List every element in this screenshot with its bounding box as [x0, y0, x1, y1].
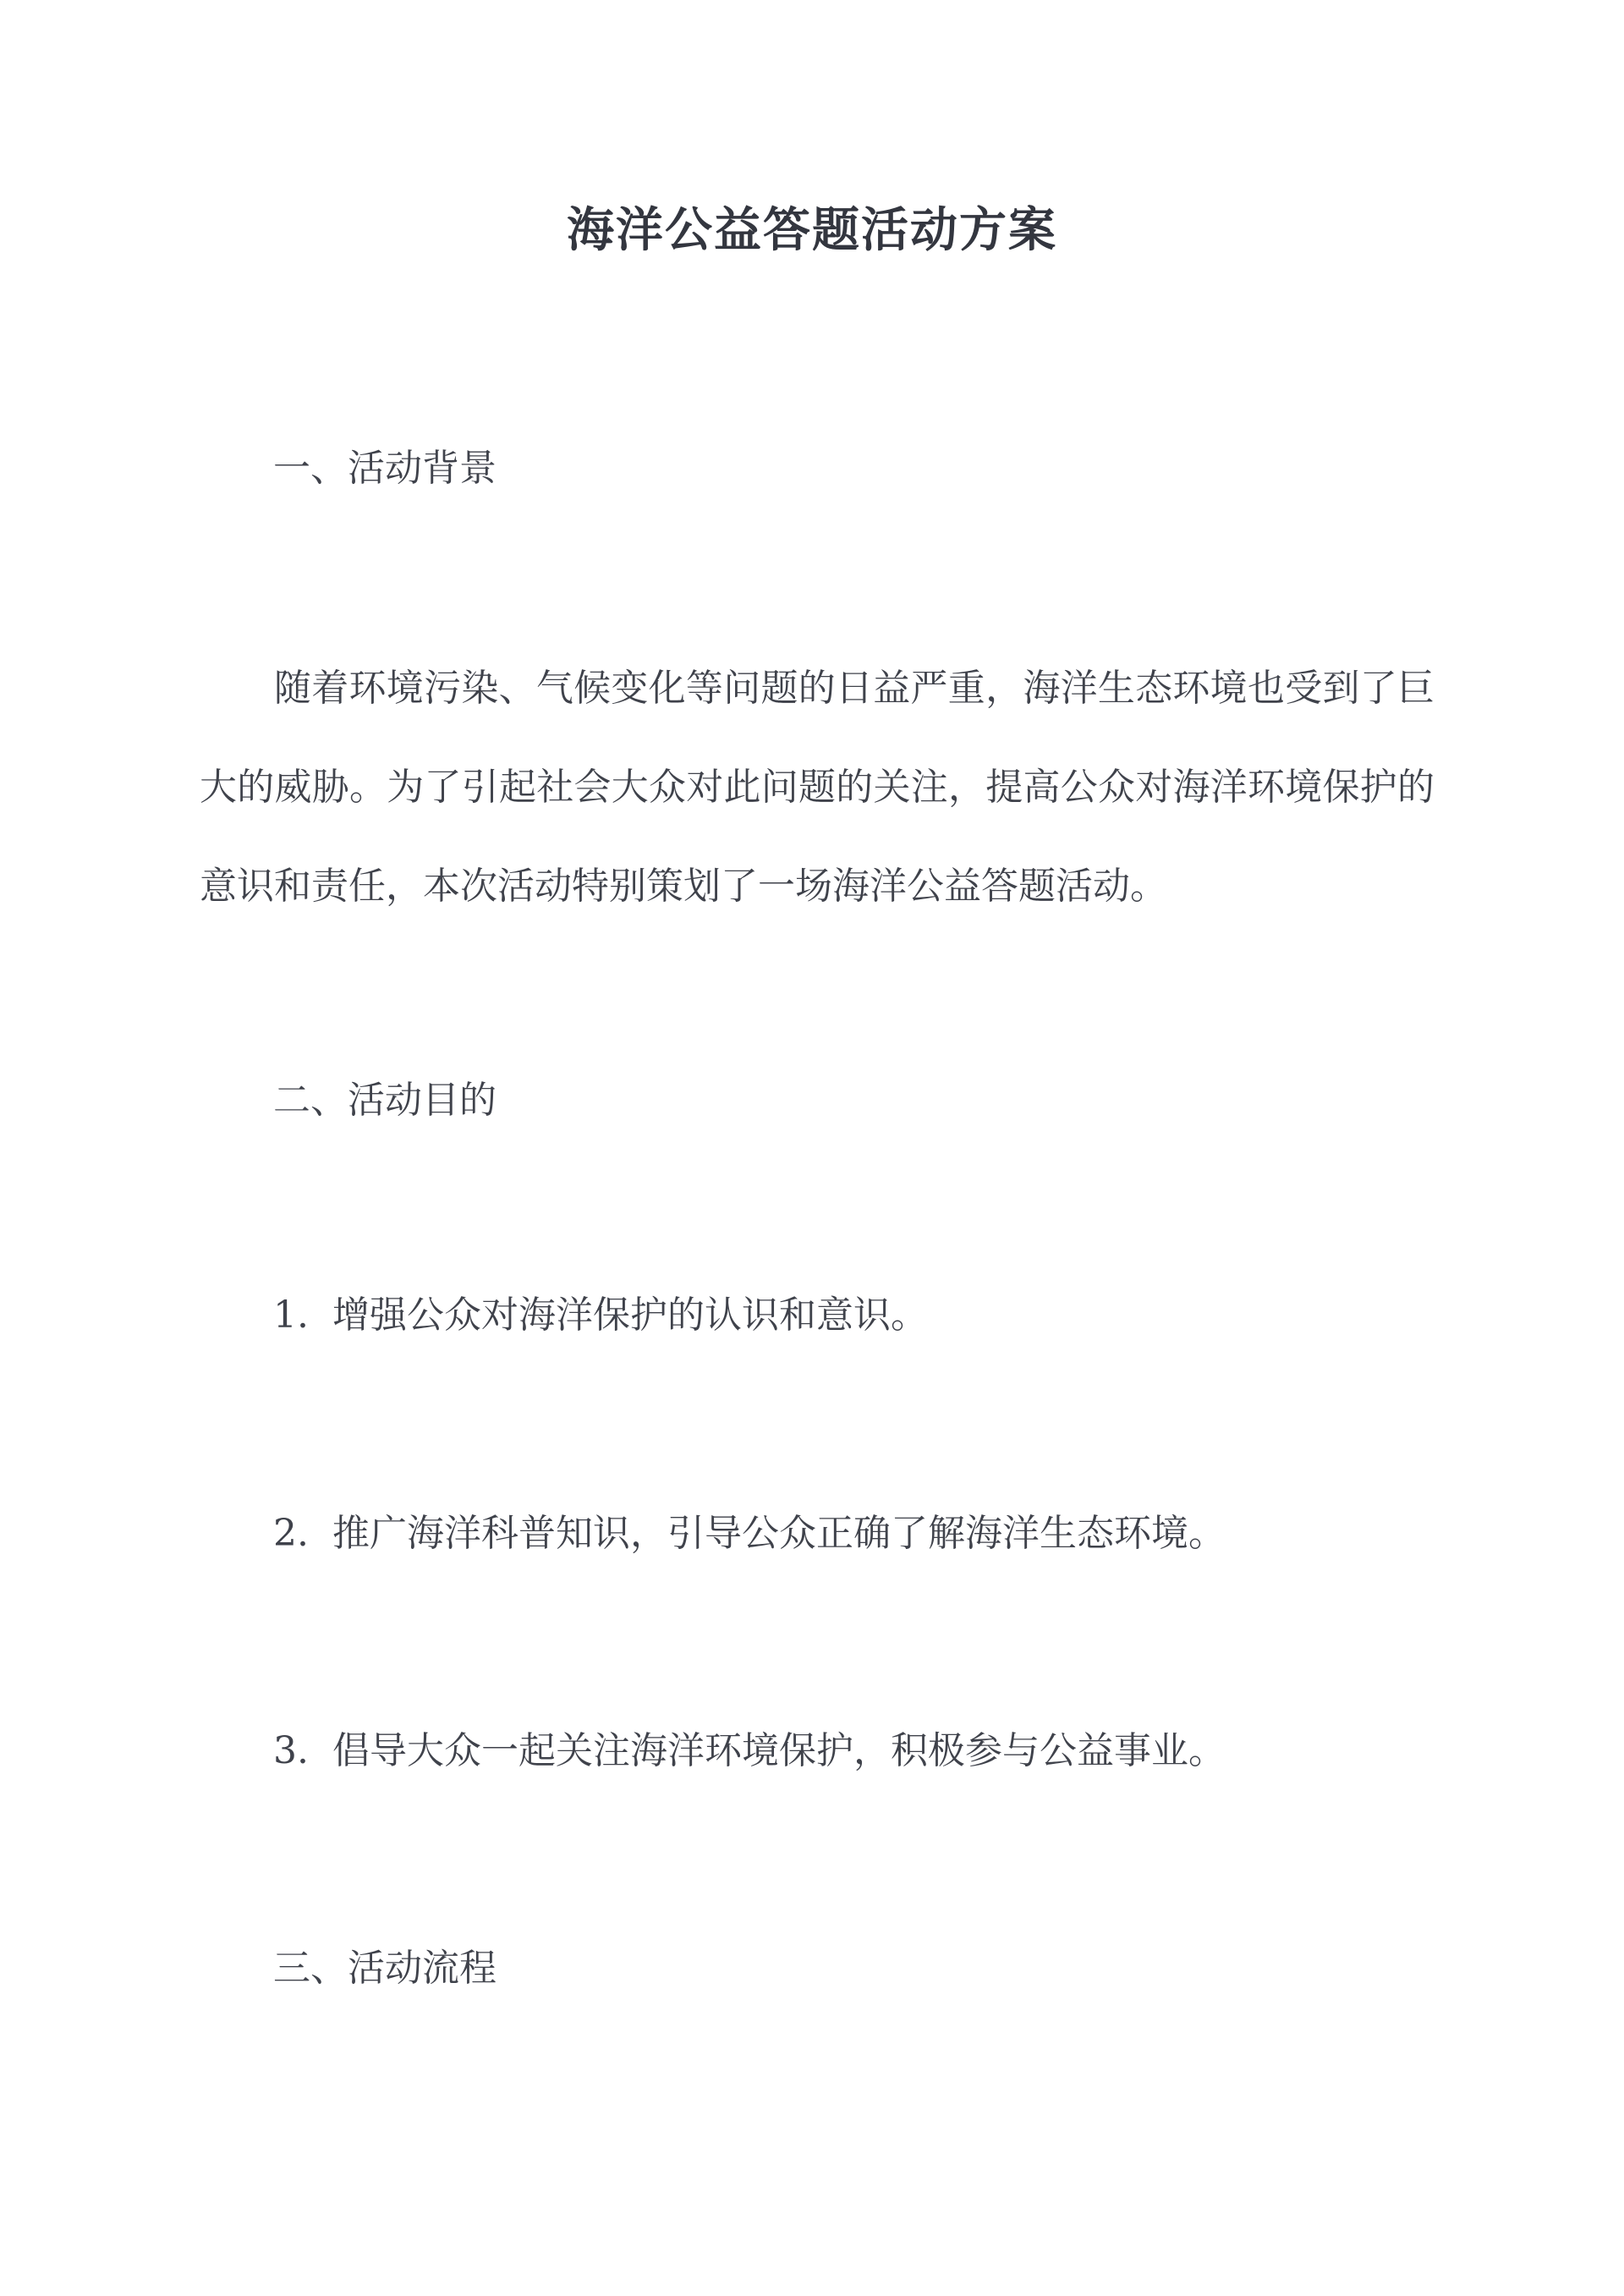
list-item-number: 1.: [273, 1294, 309, 1337]
list-item: [273, 1508, 1226, 1559]
section-heading-process: 三、活动流程: [273, 1947, 497, 1990]
section-heading-background: 一、活动背景: [273, 447, 497, 490]
list-item-text: 倡导大众一起关注海洋环境保护，积极参与公益事业。: [332, 1729, 1226, 1772]
background-paragraph: 随着环境污染、气候变化等问题的日益严重，海洋生态环境也受到了巨大的威胁。为了引起社会大众对此问题的关注，提高公众对海洋环境保护的意识和责任，本次活动特别策划了一场海洋公益答题活动。: [200, 667, 1435, 908]
list-item-number: 2.: [273, 1512, 309, 1555]
list-item-number: 3.: [273, 1729, 309, 1772]
list-item-text: 增强公众对海洋保护的认识和意识。: [332, 1294, 928, 1337]
document-title: 海洋公益答题活动方案: [567, 202, 1057, 258]
list-item: [273, 1290, 928, 1341]
section-heading-purpose: 二、活动目的: [273, 1079, 497, 1122]
list-item-text: 推广海洋科普知识，引导公众正确了解海洋生态环境。: [332, 1512, 1226, 1555]
list-item: [273, 1726, 1226, 1777]
